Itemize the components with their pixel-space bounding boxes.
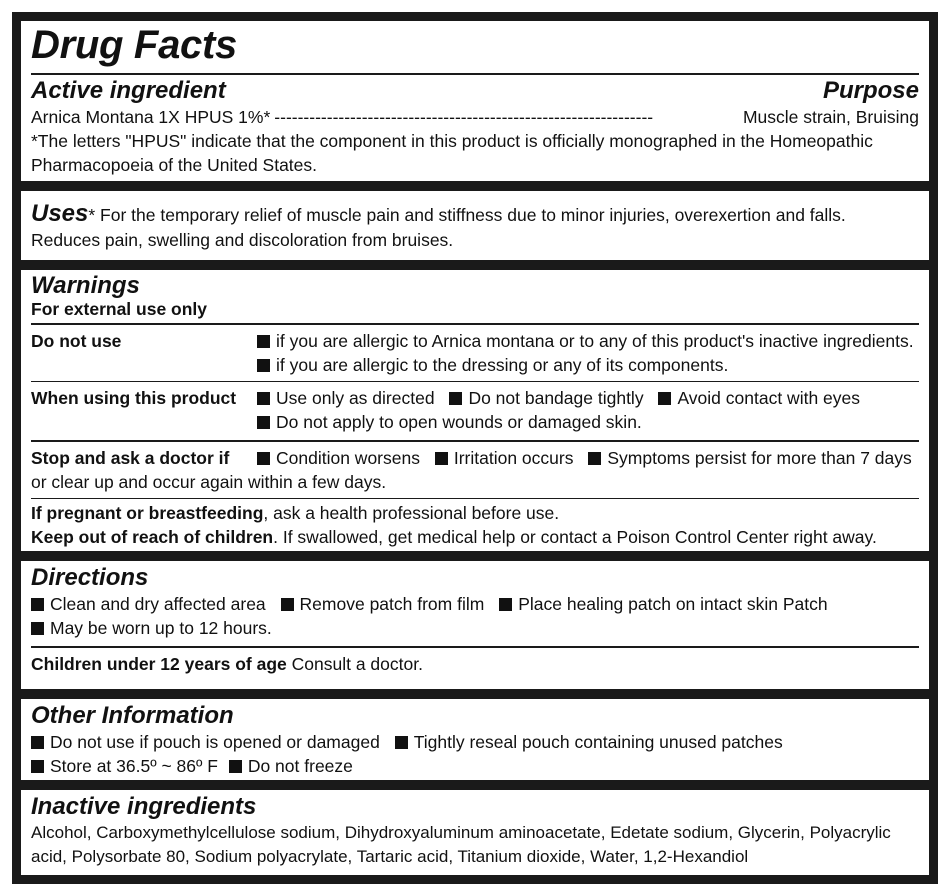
drug-facts-title: Drug Facts bbox=[31, 23, 237, 67]
purpose-leader: ----------------------------------------------------------------- bbox=[274, 106, 654, 127]
warnings-panel bbox=[21, 270, 929, 551]
children-under-12: Children under 12 years of age Consult a doctor. bbox=[31, 653, 423, 674]
ingredient-name: Arnica Montana 1X HPUS 1%* bbox=[31, 106, 271, 127]
inactive-ingredients-panel bbox=[21, 790, 929, 875]
do-not-use-row bbox=[31, 325, 919, 381]
drug-facts-label bbox=[12, 12, 938, 884]
active-ingredient-heading: Active ingredient bbox=[31, 76, 226, 104]
bullet-square-icon bbox=[395, 736, 408, 749]
directions-panel bbox=[21, 561, 929, 689]
bullet-square-icon bbox=[31, 598, 44, 611]
bullet-square-icon bbox=[588, 452, 601, 465]
bullet-square-icon bbox=[658, 392, 671, 405]
active-ingredient-panel bbox=[21, 21, 929, 181]
keep-out-of-reach: Keep out of reach of children. If swallowed, get medical help or contact a Poison Control Center right away. bbox=[31, 527, 877, 547]
bullet-square-icon bbox=[31, 736, 44, 749]
warning-item: Do not apply to open wounds or damaged skin. bbox=[276, 412, 642, 432]
warnings-heading: Warnings bbox=[31, 272, 140, 299]
directions-heading: Directions bbox=[31, 564, 149, 591]
direction-item: Clean and dry affected area bbox=[50, 594, 266, 614]
inactive-ingredients-text: Alcohol, Carboxymethylcellulose sodium, Dihydroxyaluminum aminoacetate, Edetate sodium, Glycerin, Polyacrylic acid, Polysorbate 80, Sodium polyacrylate, Tartaric acid, Titanium dioxide, Water, 1,2-Hexandiol bbox=[31, 823, 891, 866]
pregnant-warning: If pregnant or breastfeeding, ask a health professional before use. bbox=[31, 503, 560, 523]
warning-item: Avoid contact with eyes bbox=[677, 388, 861, 408]
purpose-text: Muscle strain, Bruising bbox=[742, 106, 919, 127]
bullet-square-icon bbox=[31, 760, 44, 773]
bullet-square-icon bbox=[31, 622, 44, 635]
bullet-square-icon bbox=[499, 598, 512, 611]
external-use-only: For external use only bbox=[31, 299, 208, 319]
direction-item: May be worn up to 12 hours. bbox=[50, 618, 272, 638]
stop-ask-doctor-row bbox=[31, 442, 919, 498]
bullet-square-icon bbox=[257, 392, 270, 405]
inactive-ingredients-heading: Inactive ingredients bbox=[31, 793, 257, 820]
uses-panel bbox=[21, 191, 929, 260]
warning-item: Use only as directed bbox=[276, 388, 435, 408]
direction-item: Remove patch from film bbox=[299, 594, 485, 614]
warning-item: Irritation occurs bbox=[453, 447, 574, 468]
when-using-label: When using this product bbox=[31, 388, 237, 408]
direction-item: Place healing patch on intact skin Patch bbox=[518, 594, 828, 614]
bullet-square-icon bbox=[435, 452, 448, 465]
other-item: Store at 36.5º ~ 86º F bbox=[50, 756, 218, 776]
bullet-square-icon bbox=[257, 335, 270, 348]
bullet-square-icon bbox=[257, 452, 270, 465]
do-not-use-label: Do not use bbox=[31, 330, 122, 351]
stop-ask-doctor-label: Stop and ask a doctor if bbox=[31, 447, 230, 468]
warning-item: if you are allergic to Arnica montana or to any of this product's inactive ingredients. bbox=[257, 329, 919, 353]
warning-item: Symptoms persist for more than 7 days or clear up and occur again within a few days. bbox=[31, 447, 912, 492]
bullet-square-icon bbox=[229, 760, 242, 773]
when-using-row bbox=[31, 382, 919, 440]
bullet-square-icon bbox=[257, 416, 270, 429]
uses-heading: Uses bbox=[31, 200, 89, 227]
other-information-heading: Other Information bbox=[31, 702, 234, 729]
other-information-panel bbox=[21, 699, 929, 780]
other-item: Do not use if pouch is opened or damaged bbox=[50, 732, 380, 752]
active-ingredient-line bbox=[31, 105, 919, 129]
bullet-square-icon bbox=[257, 359, 270, 372]
warning-item: if you are allergic to the dressing or any of its components. bbox=[257, 353, 919, 377]
warning-item: Do not bandage tightly bbox=[468, 388, 644, 408]
bullet-square-icon bbox=[449, 392, 462, 405]
uses-text: * For the temporary relief of muscle pain and stiffness due to minor injuries, overexertion and falls. Reduces pain, swelling and discoloration from bruises. bbox=[31, 205, 846, 250]
hpus-note: *The letters "HPUS" indicate that the component in this product is officially monographed in the Homeopathic Pharmacopoeia of the United States. bbox=[31, 130, 873, 175]
other-item: Tightly reseal pouch containing unused patches bbox=[413, 732, 783, 752]
warning-item: Condition worsens bbox=[276, 447, 420, 468]
bullet-square-icon bbox=[281, 598, 294, 611]
other-item: Do not freeze bbox=[247, 756, 353, 776]
purpose-heading: Purpose bbox=[822, 76, 919, 104]
